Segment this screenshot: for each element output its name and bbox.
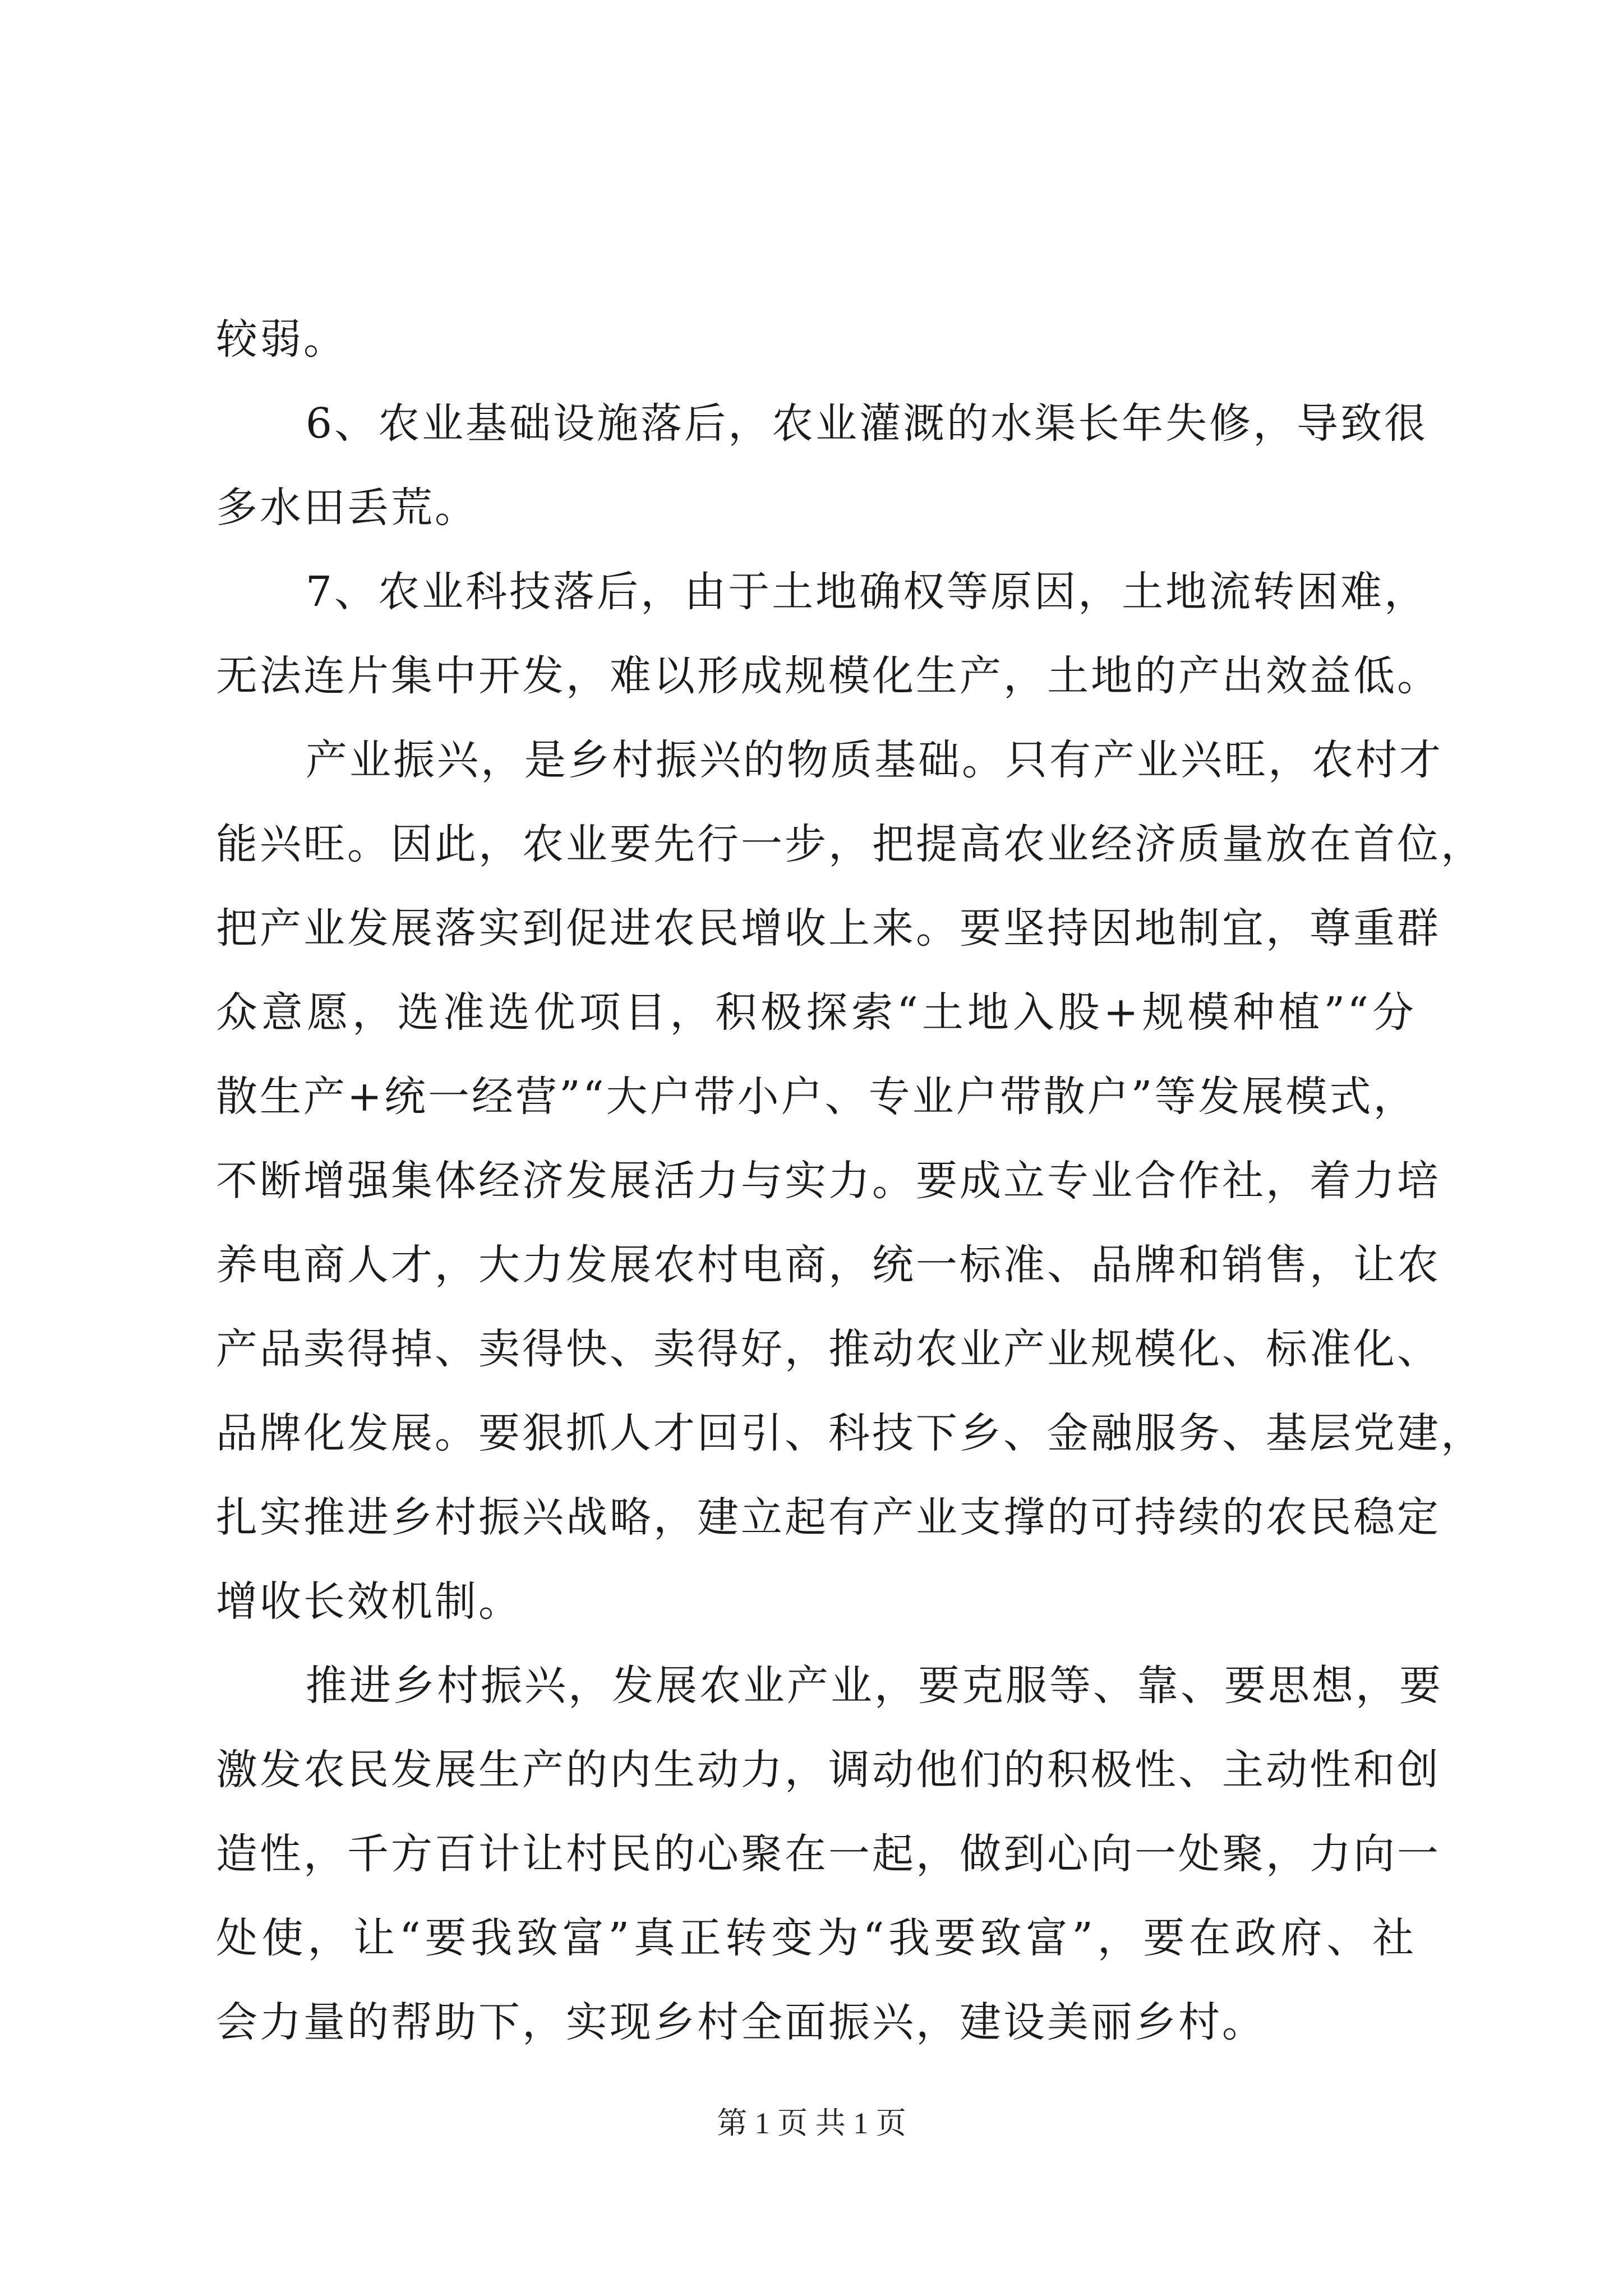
body-text-line: 推进乡村振兴，发展农业产业，要克服等、靠、要思想，要	[306, 1662, 1443, 1710]
body-text-line: 养电商人才，大力发展农村电商，统一标准、品牌和销售，让农	[216, 1241, 1441, 1289]
body-text-line: 增收长效机制。	[216, 1577, 522, 1626]
body-text-line: 7、农业科技落后，由于土地确权等原因，土地流转困难，	[306, 568, 1428, 616]
body-text-line: 会力量的帮助下，实现乡村全面振兴，建设美丽乡村。	[216, 1998, 1266, 2046]
body-text-line: 产品卖得掉、卖得快、卖得好，推动农业产业规模化、标准化、	[216, 1325, 1441, 1373]
body-text-line: 品牌化发展。要狠抓人才回引、科技下乡、金融服务、基层党建，	[216, 1409, 1484, 1457]
page-footer: 第 1 页 共 1 页	[717, 2106, 906, 2140]
body-text-line: 造性，千方百计让村民的心聚在一起，做到心向一处聚，力向一	[216, 1830, 1441, 1878]
body-text-line: 激发农民发展生产的内生动力，调动他们的积极性、主动性和创	[216, 1746, 1441, 1794]
body-text-line: 能兴旺。因此，农业要先行一步，把提高农业经济质量放在首位，	[216, 820, 1484, 868]
body-text-line: 扎实推进乡村振兴战略，建立起有产业支撑的可持续的农民稳定	[216, 1493, 1441, 1542]
body-text-line: 处使，让“要我致富”真正转变为“我要致富”，要在政府、社	[216, 1914, 1416, 1962]
body-text-line: 无法连片集中开发，难以形成规模化生产，土地的产出效益低。	[216, 652, 1441, 700]
body-text-line: 把产业发展落实到促进农民增收上来。要坚持因地制宜，尊重群	[216, 904, 1441, 953]
body-text-line: 散生产+统一经营”“大户带小户、专业户带散户”等发展模式，	[216, 1073, 1417, 1121]
body-text-line: 较弱。	[216, 315, 347, 364]
body-text-line: 多水田丢荒。	[216, 484, 478, 532]
body-text-line: 不断增强集体经济发展活力与实力。要成立专业合作社，着力培	[216, 1157, 1441, 1205]
body-text-line: 6、农业基础设施落后，农业灌溉的水渠长年失修，导致很	[306, 399, 1428, 448]
body-text-line: 产业振兴，是乡村振兴的物质基础。只有产业兴旺，农村才	[306, 736, 1443, 784]
body-text-line: 众意愿，选准选优项目，积极探索“土地入股+规模种植”“分	[216, 988, 1416, 1037]
